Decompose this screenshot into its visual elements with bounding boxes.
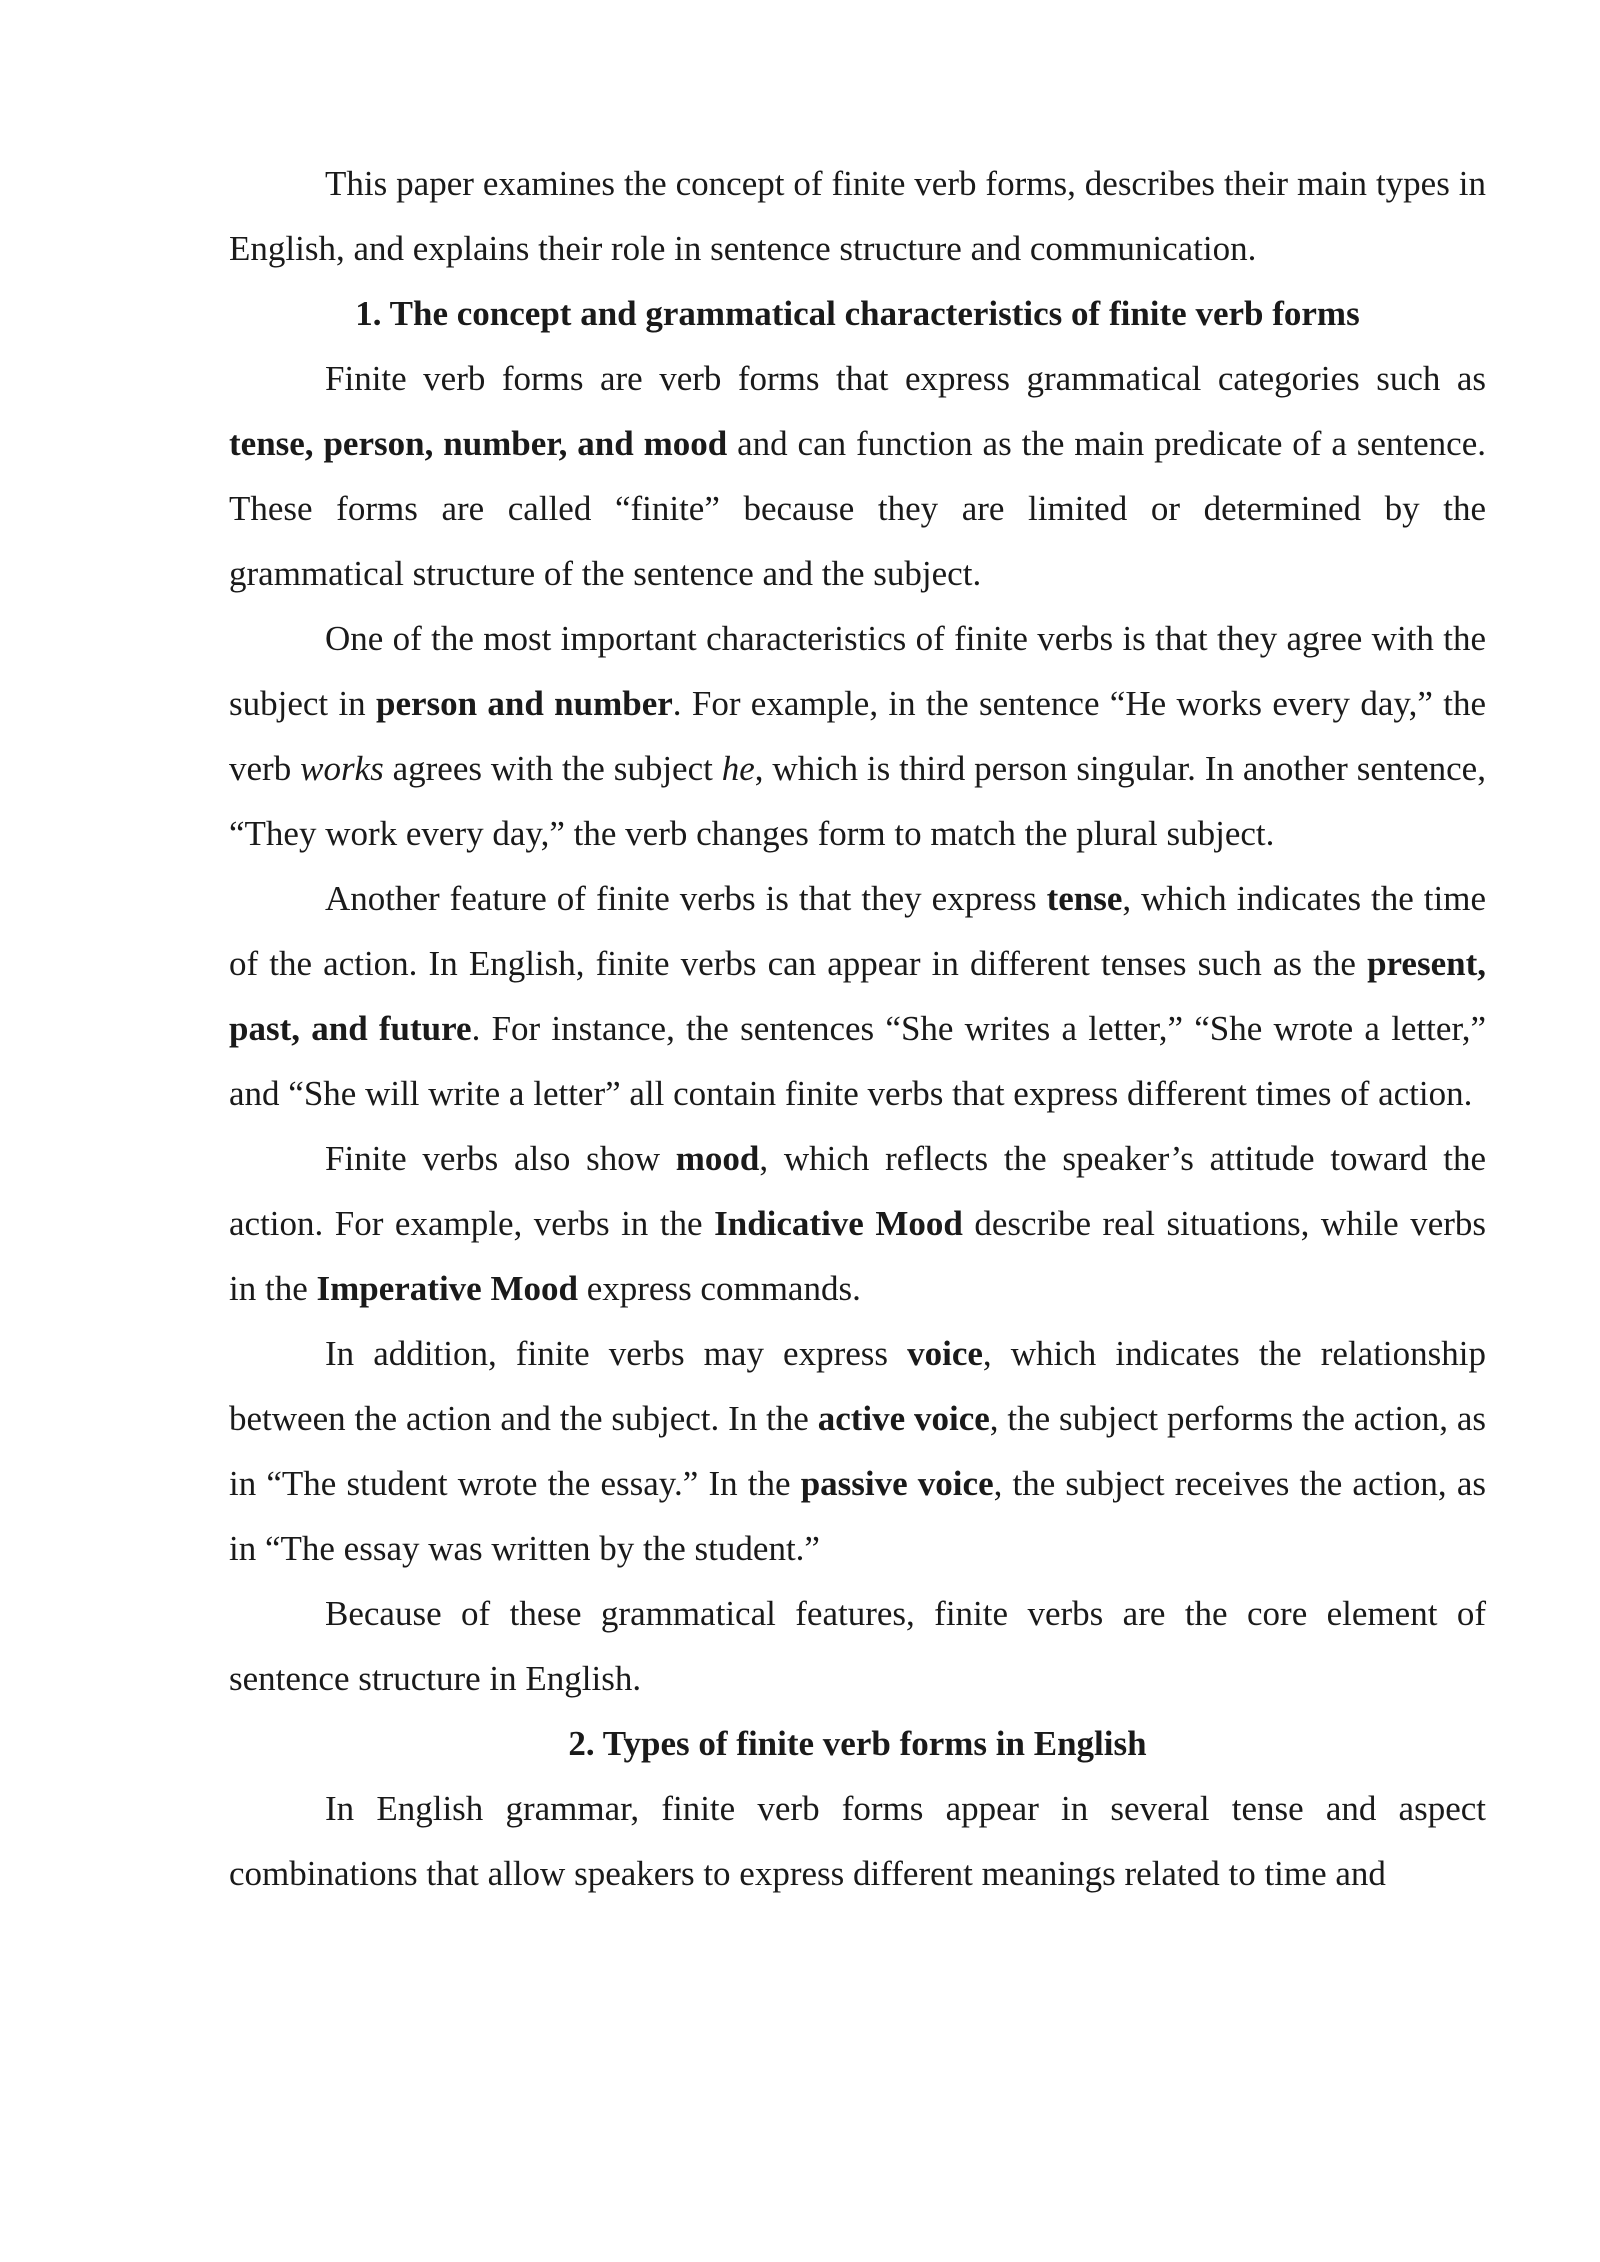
text-run: , which indicates the relationship between the action and the subject. In the <box>229 1334 1487 1438</box>
section-2-paragraph-1 <box>229 1776 1486 1906</box>
section-1-paragraph-4 <box>229 1126 1486 1321</box>
bold-term: Indicative Mood <box>714 1204 963 1243</box>
section-1-paragraph-2 <box>229 606 1486 866</box>
text-run: , which reflects the speaker’s attitude toward the action. For example, verbs in the <box>229 1139 1487 1243</box>
text-run: In English grammar, finite verb forms appear in several tense and aspect combinations that allow speakers to express different meanings related to time and <box>229 1789 1486 1893</box>
text-run: express commands. <box>577 1269 861 1308</box>
italic-term: he <box>721 749 755 788</box>
bold-term: tense, person, number, and mood <box>229 424 728 463</box>
text-run: Another feature of finite verbs is that they express <box>325 879 1047 918</box>
text-run: , the subject performs the action, as in “The student wrote the essay.” In the <box>229 1399 1486 1503</box>
text-run: , which indicates the time of the action. In English, finite verbs can appear in different tenses such as the <box>229 879 1486 983</box>
section-1-paragraph-3 <box>229 866 1486 1126</box>
text-run: agrees with the subject <box>383 749 722 788</box>
text-run: Finite verb forms are verb forms that express grammatical categories such as <box>325 359 1486 398</box>
bold-term: active voice <box>817 1399 990 1438</box>
bold-term: passive voice <box>800 1464 994 1503</box>
text-run: One of the most important characteristics of finite verbs is that they agree with the subject in <box>229 619 1486 723</box>
bold-term: tense <box>1046 879 1123 918</box>
text-run: Finite verbs also show <box>325 1139 676 1178</box>
section-1-paragraph-1 <box>229 346 1486 606</box>
section-1-paragraph-6 <box>229 1581 1486 1711</box>
intro-text: This paper examines the concept of finite verb forms, describes their main types in English, and explains their role in sentence structure and communication. <box>229 164 1486 268</box>
text-run: , the subject receives the action, as in “The essay was written by the student.” <box>229 1464 1486 1568</box>
italic-term: works <box>300 749 384 788</box>
text-run: Because of these grammatical features, finite verbs are the core element of sentence structure in English. <box>229 1594 1486 1698</box>
document-page <box>229 151 1486 1906</box>
text-run: . For instance, the sentences “She writes a letter,” “She wrote a letter,” and “She will write a letter” all contain finite verbs that express different times of action. <box>229 1009 1486 1113</box>
text-run: . For example, in the sentence “He works every day,” the verb <box>229 684 1486 788</box>
bold-term: person and number <box>376 684 673 723</box>
text-run: describe real situations, while verbs in the <box>229 1204 1487 1308</box>
bold-term: Imperative Mood <box>316 1269 578 1308</box>
section-2-heading: 2. Types of finite verb forms in English <box>568 1724 1147 1763</box>
text-run: In addition, finite verbs may express <box>325 1334 908 1373</box>
text-run: , which is third person singular. In another sentence, “They work every day,” the verb changes form to match the plural subject. <box>229 749 1486 853</box>
bold-term: voice <box>907 1334 983 1373</box>
section-1-heading: 1. The concept and grammatical characteristics of finite verb forms <box>355 294 1360 333</box>
text-run: and can function as the main predicate of a sentence. These forms are called “finite” because they are limited or determined by the grammatical structure of the sentence and the subject. <box>229 424 1487 593</box>
section-1-paragraph-5 <box>229 1321 1486 1581</box>
bold-term: mood <box>675 1139 760 1178</box>
bold-term: present, past, and future <box>229 944 1486 1048</box>
intro-paragraph <box>229 151 1486 281</box>
